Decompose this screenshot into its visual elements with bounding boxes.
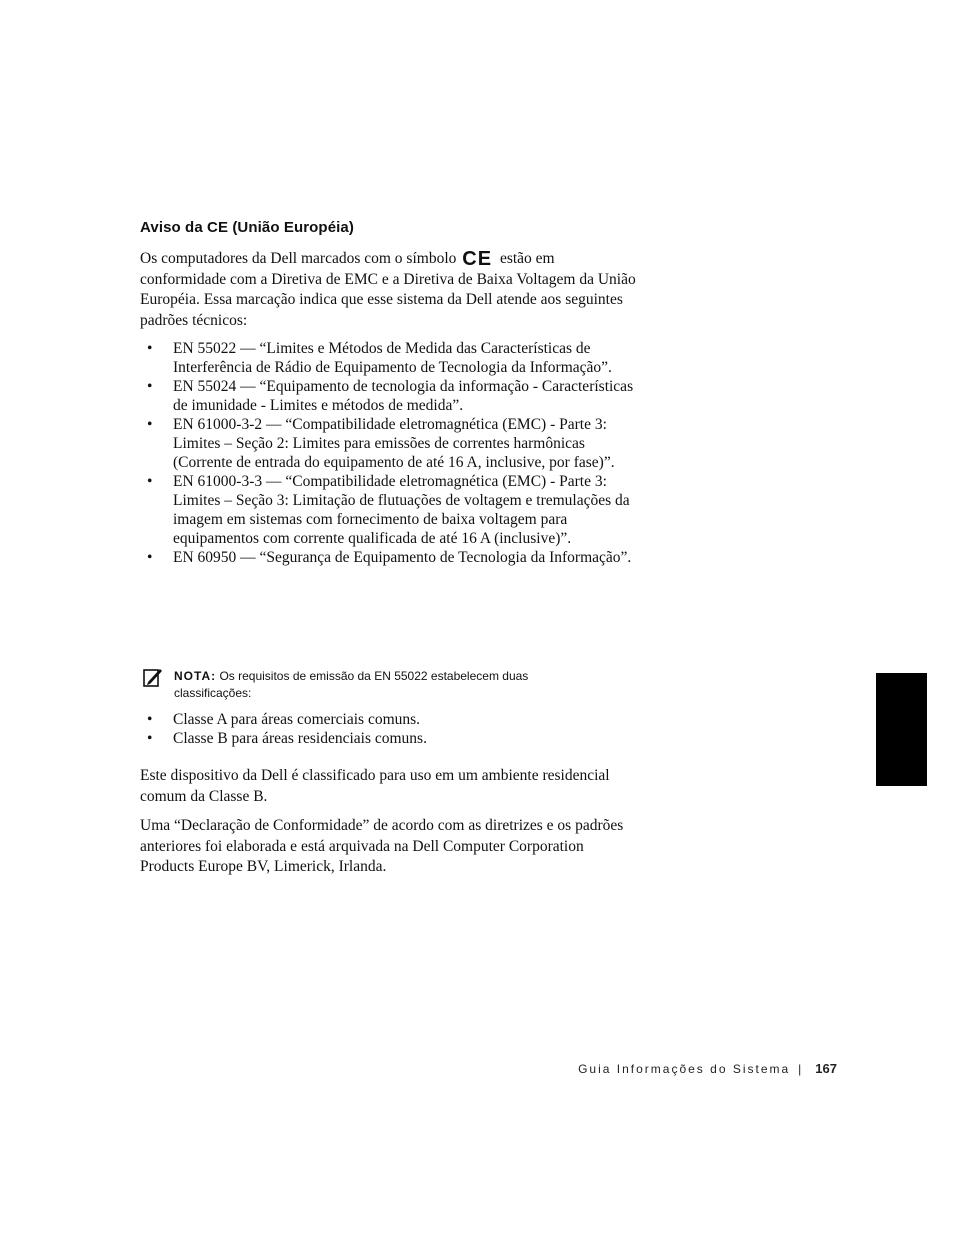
- chapter-thumb-tab: [876, 673, 927, 786]
- bullet-icon: •: [147, 711, 153, 728]
- classification-paragraph: Este dispositivo da Dell é classificado para uso em um ambiente residencial comum da Classe B.: [140, 767, 610, 805]
- list-item: • EN 60950 — “Segurança de Equipamento de Tecnologia da Informação”.: [147, 549, 632, 566]
- page-footer: [578, 1061, 837, 1076]
- bullet-icon: •: [147, 730, 153, 747]
- intro-text-before: Os computadores da Dell marcados com o símbolo: [140, 250, 457, 267]
- bullet-icon: •: [147, 340, 153, 357]
- intro-text-after: estão em conformidade com a Diretiva de EMC e a Diretiva de Baixa Voltagem da União Européia. Essa marcação indica que esse sistema da Dell atende aos seguintes padrões técnicos:: [140, 250, 636, 329]
- footer-guide-title: Guia Informações do Sistema: [578, 1062, 791, 1076]
- bullet-icon: •: [147, 473, 153, 490]
- list-item: • EN 55022 — “Limites e Métodos de Medida das Características de Interferência de Rádio de Equipamento de Tecnologia da Informação”.: [147, 340, 612, 376]
- note-body: Os requisitos de emissão da EN 55022 estabelecem duas classificações:: [174, 669, 529, 700]
- note-label: NOTA:: [174, 669, 217, 683]
- classes-list: [147, 710, 637, 748]
- list-item: • EN 61000-3-3 — “Compatibilidade eletromagnética (EMC) - Parte 3: Limites – Seção 3: Limitação de flutuações de voltagem e tremulações da imagem em sistemas com fornecimento de baixa voltagem para equipamentos com corrente qualificada de até 16 A (inclusive)”.: [147, 473, 630, 547]
- section-heading: Aviso da CE (União Européia): [140, 219, 354, 236]
- footer-separator: |: [798, 1062, 802, 1076]
- list-item: • EN 61000-3-2 — “Compatibilidade eletromagnética (EMC) - Parte 3: Limites – Seção 2: Limites para emissões de correntes harmônicas (Corrente de entrada do equipamento de até 16 A, inclusive, por fase)”.: [147, 416, 615, 471]
- standards-list: [147, 339, 637, 567]
- bullet-icon: •: [147, 378, 153, 395]
- intro-paragraph: [140, 249, 640, 331]
- bullet-icon: •: [147, 549, 153, 566]
- declaration-paragraph: Uma “Declaração de Conformidade” de acordo com as diretrizes e os padrões anteriores foi elaborada e está arquivada na Dell Computer Corporation Products Europe BV, Limerick, Irlanda.: [140, 817, 624, 875]
- bullet-icon: •: [147, 416, 153, 433]
- list-item: • Classe A para áreas comerciais comuns.: [147, 711, 421, 728]
- note-text: [174, 668, 594, 702]
- list-item: • Classe B para áreas residenciais comuns.: [147, 730, 427, 747]
- list-item: • EN 55024 — “Equipamento de tecnologia da informação - Características de imunidade - Limites e métodos de medida”.: [147, 378, 634, 414]
- ce-mark-icon: CE: [462, 248, 493, 270]
- page-number: 167: [815, 1061, 837, 1076]
- note-pencil-icon: [142, 666, 164, 688]
